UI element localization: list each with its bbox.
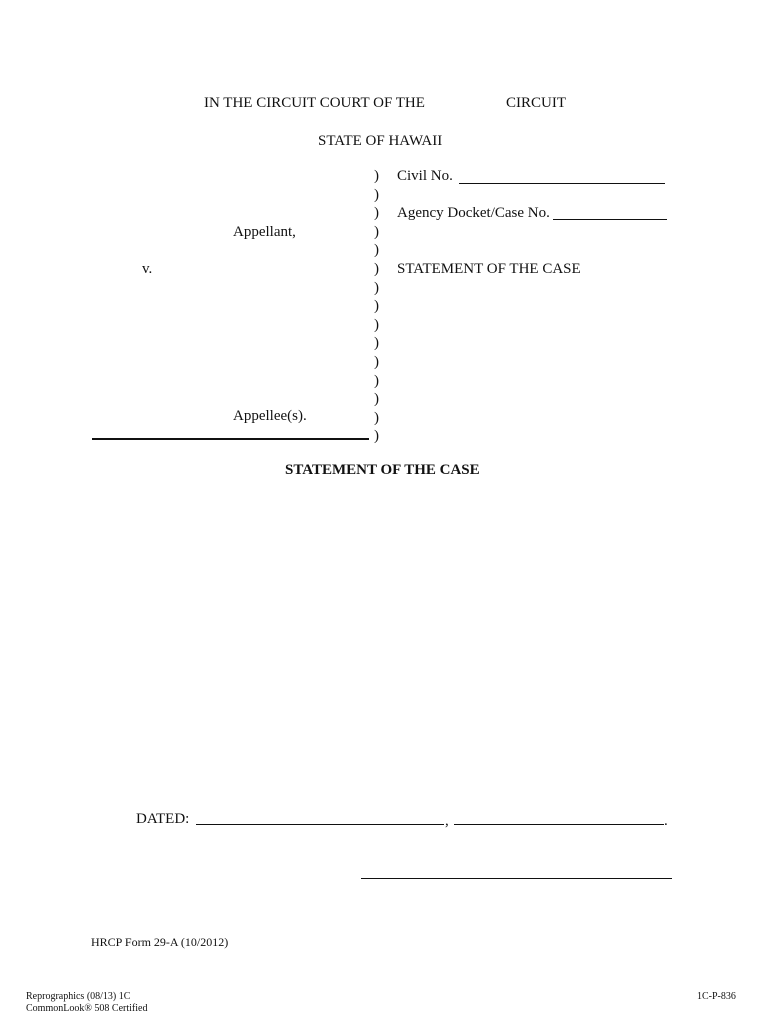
reprographics-note: Reprographics (08/13) 1C: [26, 991, 131, 1002]
caption-paren: ): [374, 372, 379, 389]
appellant-label: Appellant,: [233, 224, 296, 240]
caption-bottom-line: [92, 438, 369, 440]
agency-docket-field[interactable]: [553, 219, 667, 220]
caption-paren: ): [374, 335, 379, 352]
statement-heading: STATEMENT OF THE CASE: [285, 462, 480, 478]
caption-paren: ): [374, 316, 379, 333]
court-line-right: CIRCUIT: [506, 95, 566, 111]
caption-paren: ): [374, 168, 379, 184]
caption-paren: ): [374, 186, 379, 203]
caption-paren: ): [374, 223, 379, 240]
signature-field[interactable]: [361, 878, 672, 879]
caption-paren: ): [374, 279, 379, 296]
appellee-label: Appellee(s).: [233, 408, 307, 424]
dated-label: DATED:: [136, 811, 190, 827]
caption-paren: ): [374, 354, 379, 370]
civil-no-label: Civil No.: [397, 168, 453, 184]
state-heading: STATE OF HAWAII: [318, 133, 443, 149]
versus-label: v.: [142, 261, 153, 277]
caption-paren: ): [374, 391, 379, 408]
dated-date-field[interactable]: [454, 824, 664, 825]
form-code: 1C-P-836: [697, 991, 736, 1002]
civil-no-field[interactable]: [459, 183, 665, 184]
dated-place-field[interactable]: [196, 824, 444, 825]
court-line-left: IN THE CIRCUIT COURT OF THE: [204, 95, 425, 111]
caption-paren: ): [374, 298, 379, 315]
form-id: HRCP Form 29-A (10/2012): [91, 935, 229, 949]
caption-paren: ): [374, 261, 379, 277]
caption-paren: ): [374, 409, 379, 426]
agency-docket-label: Agency Docket/Case No.: [397, 205, 550, 221]
dated-comma: ,: [445, 813, 449, 829]
document-title-caption: STATEMENT OF THE CASE: [397, 261, 581, 277]
caption-paren: ): [374, 205, 379, 222]
dated-period: .: [664, 813, 668, 829]
commonlook-note: CommonLook® 508 Certified: [26, 1003, 148, 1014]
caption-paren: ): [374, 242, 379, 259]
caption-paren: ): [374, 428, 379, 445]
